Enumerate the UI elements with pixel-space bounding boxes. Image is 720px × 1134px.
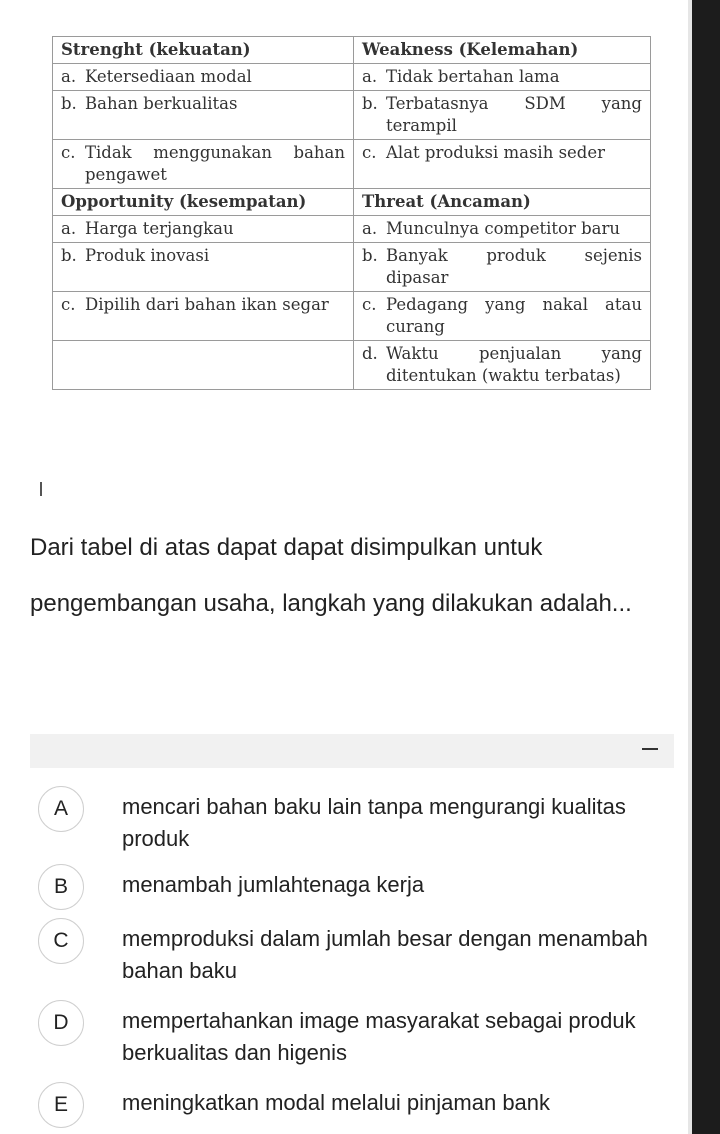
threat-header: Threat (Ancaman) <box>354 189 651 216</box>
weakness-letter: b. <box>362 94 378 113</box>
option-text[interactable]: meningkatkan modal melalui pinjaman bank <box>122 1090 551 1115</box>
weakness-item: Terbatasnya SDM yang terampil <box>386 94 642 135</box>
opportunity-letter: c. <box>61 295 76 314</box>
threat-letter: a. <box>362 219 378 238</box>
threat-item: Munculnya competitor baru <box>386 219 620 238</box>
minus-icon[interactable] <box>642 748 658 750</box>
threat-letter: c. <box>362 295 377 314</box>
question-text: Dari tabel di atas dapat dapat disimpulkan untuk pengembangan usaha, langkah yang dilakukan adalah... <box>30 534 632 617</box>
opportunity-item: Harga terjangkau <box>85 219 234 238</box>
threat-item: Banyak produk sejenis dipasar <box>386 246 642 287</box>
threat-item: Waktu penjualan yang ditentukan (waktu terbatas) <box>386 344 642 385</box>
option-text[interactable]: memproduksi dalam jumlah besar dengan menambah bahan baku <box>122 926 648 983</box>
option-letter-badge[interactable]: B <box>38 864 84 910</box>
opportunity-letter: a. <box>61 219 77 238</box>
option-a[interactable] <box>38 786 678 855</box>
opportunity-letter: b. <box>61 246 77 265</box>
scrollbar[interactable] <box>692 0 720 1134</box>
weakness-letter: c. <box>362 143 377 162</box>
strength-item: Bahan berkualitas <box>85 94 238 113</box>
option-letter-badge[interactable]: D <box>38 1000 84 1046</box>
threat-letter: d. <box>362 344 378 363</box>
option-text[interactable]: mempertahankan image masyarakat sebagai produk berkualitas dan higenis <box>122 1008 636 1065</box>
option-b[interactable] <box>38 864 678 910</box>
option-letter-badge[interactable]: A <box>38 786 84 832</box>
strength-letter: c. <box>61 143 76 162</box>
threat-item: Pedagang yang nakal atau curang <box>386 295 642 336</box>
option-e[interactable] <box>38 1082 678 1128</box>
option-letter-badge[interactable]: E <box>38 1082 84 1128</box>
weakness-header: Weakness (Kelemahan) <box>354 37 651 64</box>
option-c[interactable] <box>38 918 678 987</box>
strength-header: Strenght (kekuatan) <box>53 37 354 64</box>
strength-letter: b. <box>61 94 77 113</box>
strength-item: Ketersediaan modal <box>85 67 252 86</box>
image-mark <box>40 482 42 496</box>
option-text[interactable]: menambah jumlahtenaga kerja <box>122 872 425 897</box>
threat-letter: b. <box>362 246 378 265</box>
option-d[interactable] <box>38 1000 678 1069</box>
option-letter-badge[interactable]: C <box>38 918 84 964</box>
swot-table <box>52 36 651 390</box>
strength-item: Tidak menggunakan bahan pengawet <box>85 143 345 184</box>
weakness-letter: a. <box>362 67 378 86</box>
answer-section-header[interactable] <box>30 734 674 768</box>
weakness-item: Alat produksi masih seder <box>386 143 606 162</box>
strength-letter: a. <box>61 67 77 86</box>
opportunity-header: Opportunity (kesempatan) <box>53 189 354 216</box>
opportunity-item: Produk inovasi <box>85 246 210 265</box>
opportunity-item: Dipilih dari bahan ikan segar <box>85 295 329 314</box>
option-text[interactable]: mencari bahan baku lain tanpa mengurangi kualitas produk <box>122 794 626 851</box>
weakness-item: Tidak bertahan lama <box>386 67 560 86</box>
